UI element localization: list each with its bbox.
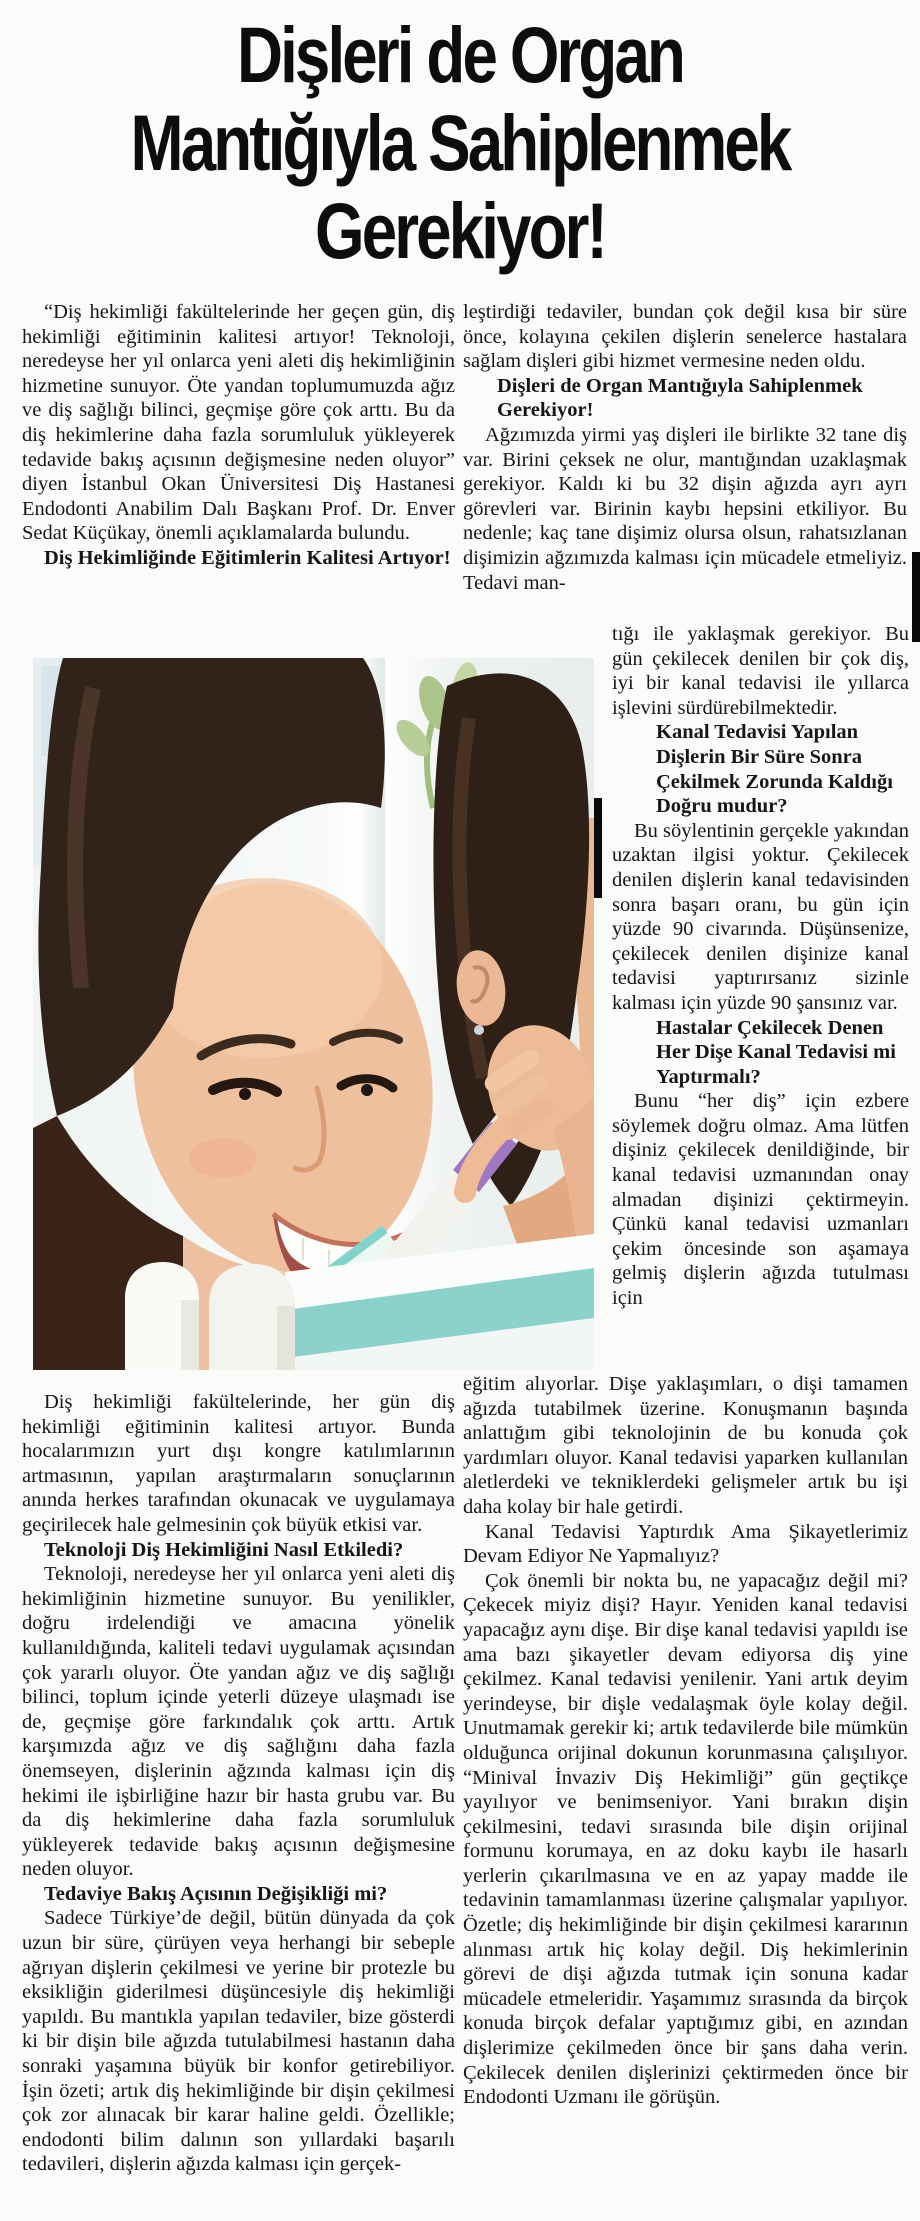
section-heading: Kanal Tedavisi Yaptırdık Ama Şikayetlerimiz Devam Ediyor Ne Yapmalıyız? bbox=[463, 1520, 908, 1568]
scan-artifact-bar bbox=[912, 552, 920, 642]
article-paragraph: “Diş hekimliği fakültelerinde her geçen gün, diş hekimliği eğitiminin kalitesi artıyor! Teknoloji, neredeyse her yıl onlarca yeni aleti diş hekimliğinin hizmetine sunuyor. Öte yandan toplumumuzda ağız ve diş sağlığı bilinci, geçmişe göre çok arttı. Bu da diş hekimlerine daha fazla sorumluluk yükleyerek tedavide bakış açısının değişmesine neden oluyor” diyen İstanbul Okan Üniversitesi Diş Hastanesi Endodonti Anabilim Dalı Başkanı Prof. Dr. Enver Sedat Küçükay, önemli açıklamalarda bulundu. bbox=[22, 301, 455, 545]
article-paragraph: tığı ile yaklaşmak gerekiyor. Bu gün çekilecek denilen bir çok diş, iyi bir kanal tedavisi ile yıllarca işlevini sürdürebilmektedir. bbox=[612, 623, 909, 719]
article-paragraph: Çok önemli bir nokta bu, ne yapacağız değil mi? Çekecek miyiz dişi? Hayır. Yeniden kanal tedavisi yapacağız aynı dişe. Bir dişe kanal tedavisi yapıldı ise ama bazı şikayetler devam ediyorsa diş yine çekilmez. Kanal tedavisi yenilenir. Yani artık deyim yerindeyse, bir dişle vedalaşmak öyle kolay değil. Unutmamak gerekir ki; artık tedavilerde bile mümkün olduğunca orijinal dokunun korunmasına çalışılıyor. “Minival İnvaziv Diş Hekimliği” gün geçtikçe yayılıyor ve benimseniyor. Yani bırakın dişin çekilmesini, tedavi sırasında bile dişin orijinal formunu korumaya, en az doku kaybı ile hasarlı yerlerin çıkarılmasına ve en az yapay madde ile tedavinin tamamlanması üzerine çalışmalar yapılıyor. Özetle; diş hekimliğinde bir dişin çekilmesi kararının alınması artık hiç kolay değil. Diş hekimlerinin görevi de dişi ağızda tutmak için sonuna kadar mücadele etmeleridir. Yaşamımız sırasında da birçok konuda birçok defalar yaptığımız gibi, en azından dişlerimize çekilmeden önce bir şans daha verin. Çekilecek denilen dişlerinizi çektirmeden önce bir Endodonti Uzmanı ile görüşün. bbox=[463, 1569, 908, 2109]
section-heading: Kanal Tedavisi Yapılan Dişlerin Bir Süre Sonra Çekilmek Zorunda Kaldığı Doğru mudur? bbox=[656, 721, 893, 818]
article-paragraph: Diş hekimliği fakültelerinde, her gün diş hekimliği eğitiminin kalitesi artıyor. Bunda hocalarımızın yurt dışı kongre katılımlarının artmasının, yapılan araştırmaların sonuçlarının anında herkes tarafından okunacak ve uygulamaya geçirilecek hale gelmesinin çok büyük etkisi var. bbox=[22, 1391, 455, 1536]
right-column-top bbox=[463, 300, 907, 595]
article-paragraph: Bunu “her diş” için ezbere söylemek doğru olmaz. Ama lütfen dişiniz çekilecek denildiğinde, bir kanal tedavisi uzmanından onay almadan dişinizi çektirmeyin. Çünkü kanal tedavisi uzmanları çekim öncesinde son aşamaya gelmiş dişlerin ağızda tutulması için bbox=[612, 1090, 909, 1310]
section-heading: Dişleri de Organ Mantığıyla Sahiplenmek Gerekiyor! bbox=[497, 374, 863, 422]
section-heading: Diş Hekimliğinde Eğitimlerin Kalitesi Artıyor! bbox=[44, 546, 451, 569]
section-heading: Hastalar Çekilecek Denen Her Dişe Kanal Tedavisi mi Yaptırmalı? bbox=[656, 1016, 896, 1088]
headline-line-3: Gerekiyor! bbox=[315, 187, 605, 276]
right-column-bottom bbox=[463, 1372, 908, 2110]
article-paragraph: Ağzımızda yirmi yaş dişleri ile birlikte 32 tane diş var. Birini çeksek ne olur, mantığından uzaklaşmak gerekiyor. Kaldı ki bu 32 dişin ağızda ayrı ayrı görevleri var. Birinin kaybı hepsini etkiliyor. Bu nedenle; kaç tane dişimiz olursa olsun, rahatsızlanan dişimizin ağzımızda kalması için mücadele etmeliyiz. Tedavi man- bbox=[463, 423, 907, 594]
article-paragraph: Sadece Türkiye’de değil, bütün dünyada da çok uzun bir süre, çürüyen veya herhangi bir sebeple ağrıyan dişlerin çekilmesi ve yerine bir protezle bu eksikliğin giderilmesi düşüncesiyle diş hekimliği yapıldı. Bu mantıkla yapılan tedaviler, bize gösterdi ki bir dişin bile ağızda tutulabilmesi hastanın daha sonraki yaşamına büyük bir konfor getirebiliyor. İşin özeti; artık diş hekimliğinde bir dişin çekilmesi çok zor alınacak bir karar haline geldi. Özellikle; endodonti bilim dalının son yıllardaki başarılı tedavileri, dişlerin ağızda kalması için gerçek- bbox=[22, 1907, 455, 2176]
article-paragraph: eğitim alıyorlar. Dişe yaklaşımları, o dişi tamamen ağızda tutabilmek üzerine. Konuşmanın başında anlattığım gibi teknolojinin de bu konuda çok yardımları oluyor. Kanal tedavisi yaparken kullanılan aletlerdeki ve tekniklerdeki gelişmeler artık bu işi daha kolay bir hale getirdi. bbox=[463, 1373, 908, 1518]
left-column-top bbox=[22, 300, 455, 571]
left-column-bottom bbox=[22, 1390, 455, 2177]
section-heading: Tedaviye Bakış Açısının Değişikliği mi? bbox=[44, 1882, 388, 1905]
right-column-narrow bbox=[612, 622, 909, 1311]
article-photo bbox=[33, 658, 594, 1370]
section-heading: Teknoloji Diş Hekimliğini Nasıl Etkiledi? bbox=[44, 1538, 404, 1561]
bathroom-mirror-photo bbox=[33, 658, 594, 1370]
headline-line-1: Dişleri de Organ bbox=[236, 11, 684, 100]
article-paragraph: leştirdiği tedaviler, bundan çok değil kısa bir süre önce, kolayına çekilen dişlerin senelerce hastalara sağlam dişleri gibi hizmet vermesine neden oldu. bbox=[463, 301, 907, 373]
headline bbox=[0, 12, 920, 276]
scan-artifact-bar bbox=[594, 798, 602, 898]
article-paragraph: Bu söylentinin gerçekle yakından uzaktan ilgisi yoktur. Çekilecek denilen dişlerin kanal tedavisinden sonra başarı oranı, bu gün için yüzde 90 civarında. Düşünsenize, çekilecek denilen dişinize kanal tedavisi yaptırırsanız sizinle kalması için yüzde 90 şansınız var. bbox=[612, 819, 909, 1014]
article-paragraph: Teknoloji, neredeyse her yıl onlarca yeni aleti diş hekimliğinin hizmetine sunuyor. Bu yenilikler, doğru irdelendiği ve amacına yönelik kullanıldığında, kaliteli tedavi uygulamak açısından çok yararlı oluyor. Öte yandan ağız ve diş sağlığı bilinci, toplum içinde yeterli düzeye ulaşmadı ise de, geçmişe göre farkındalık çok arttı. Artık karşımızda ağız ve diş sağlığını daha fazla önemseyen, dişlerinin ağzında kalması için diş hekimi ile işbirliğine hazır bir hasta grubu var. Bu da diş hekimlerine daha fazla sorumluluk yükleyerek tedavide bakış açısının değişmesine neden oluyor. bbox=[22, 1563, 455, 1881]
headline-line-2: Mantığıyla Sahiplenmek bbox=[130, 99, 790, 188]
